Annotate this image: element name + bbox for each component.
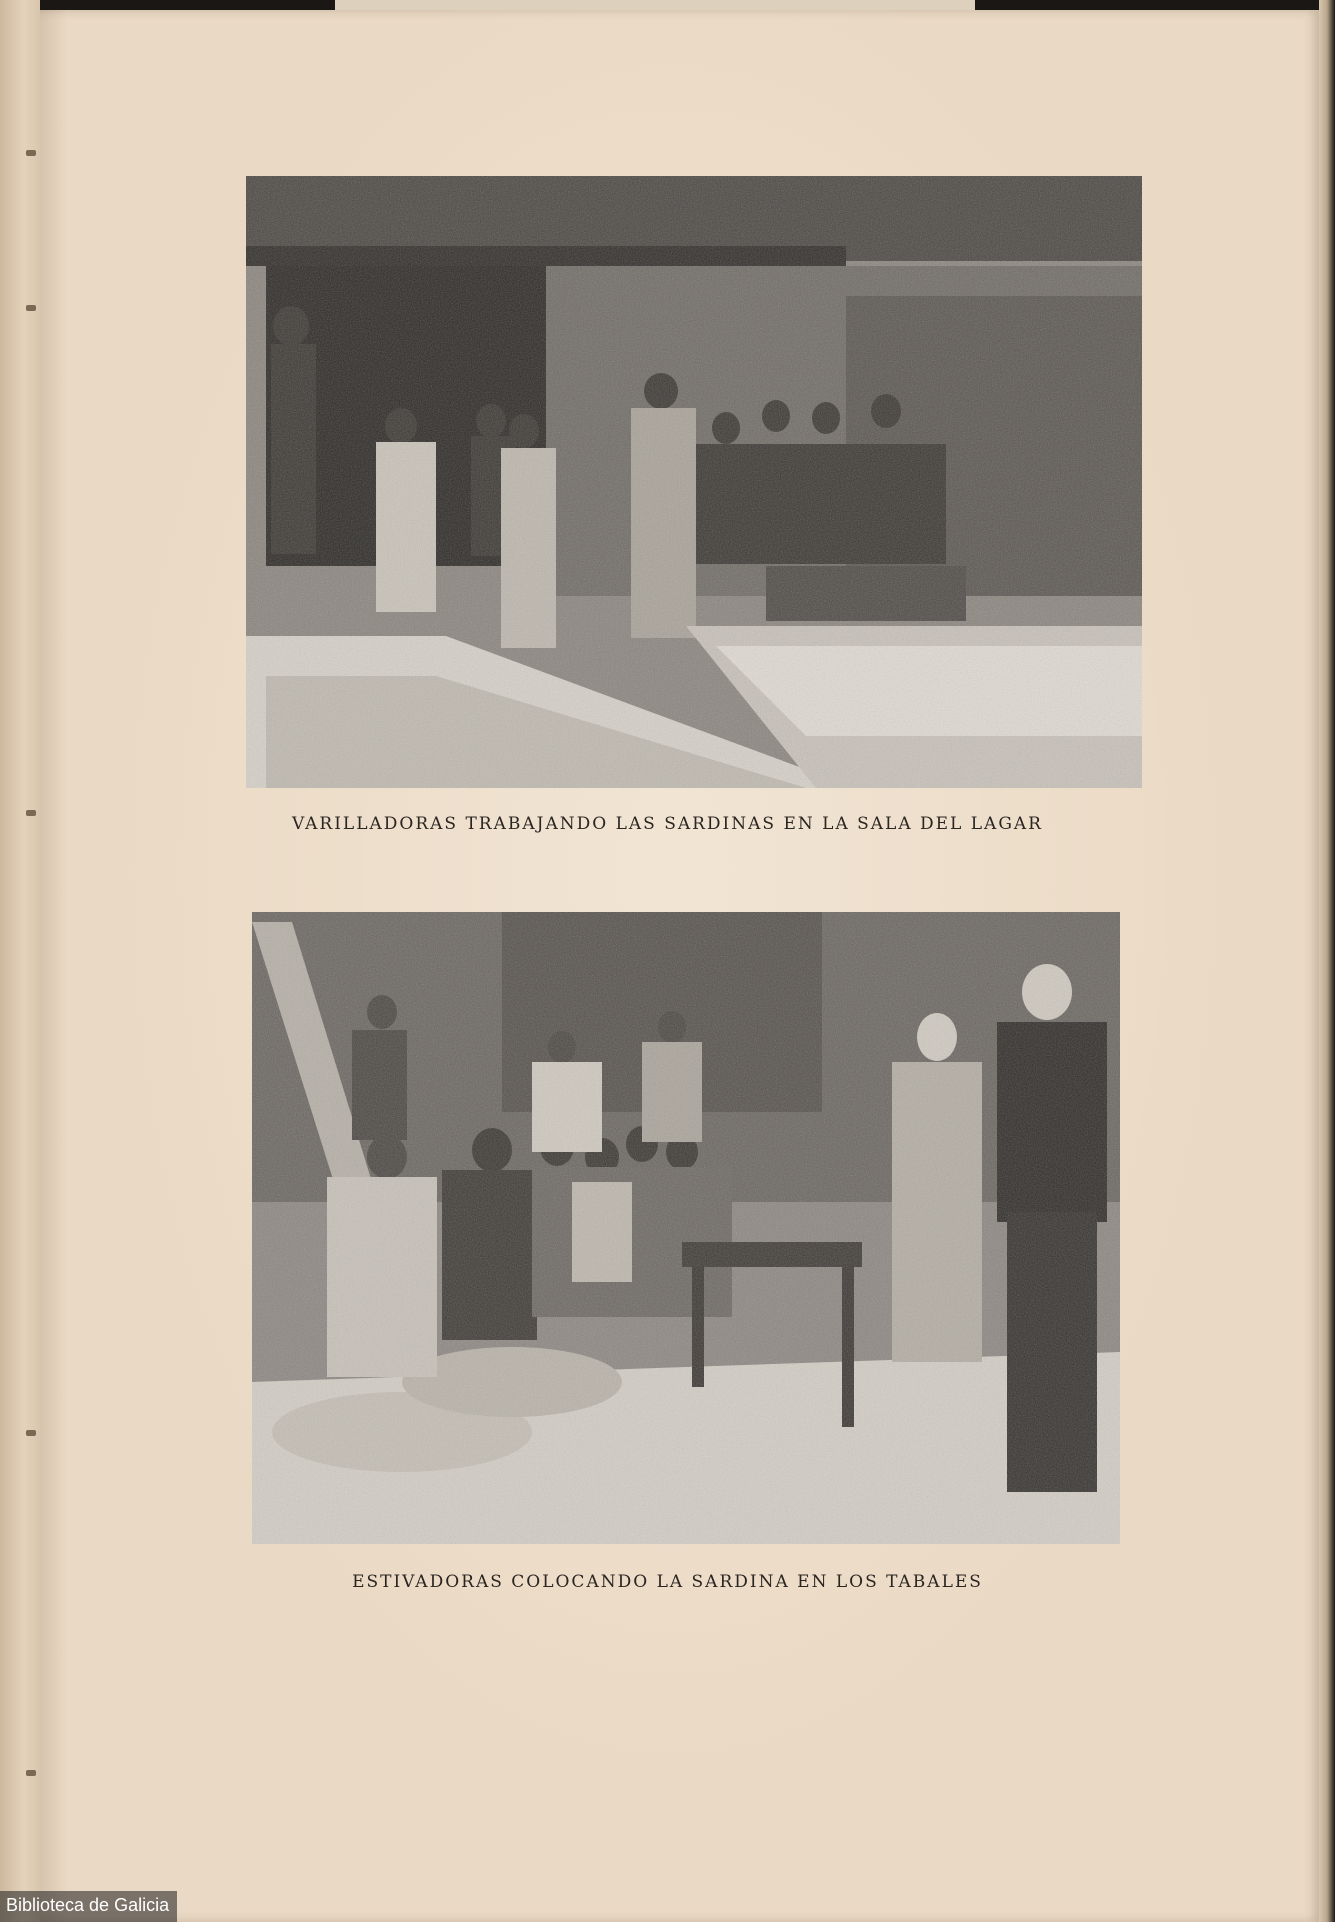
binding-stitch (26, 150, 36, 156)
binding-stitch (26, 1430, 36, 1436)
bottom-photo-caption: ESTIVADORAS COLOCANDO LA SARDINA EN LOS TABALES (352, 1572, 983, 1592)
page-right-edge (1319, 0, 1335, 1922)
bottom-photograph-image (252, 912, 1120, 1544)
binding-stitch (26, 1770, 36, 1776)
binding-gutter (0, 0, 40, 1922)
top-photograph-image (246, 176, 1142, 788)
library-watermark: Biblioteca de Galicia (0, 1891, 177, 1922)
top-photograph (246, 176, 1142, 788)
binding-stitch (26, 305, 36, 311)
top-photo-caption: VARILLADORAS TRABAJANDO LAS SARDINAS EN LA SALA DEL LAGAR (292, 814, 1043, 834)
bottom-photograph (252, 912, 1120, 1544)
